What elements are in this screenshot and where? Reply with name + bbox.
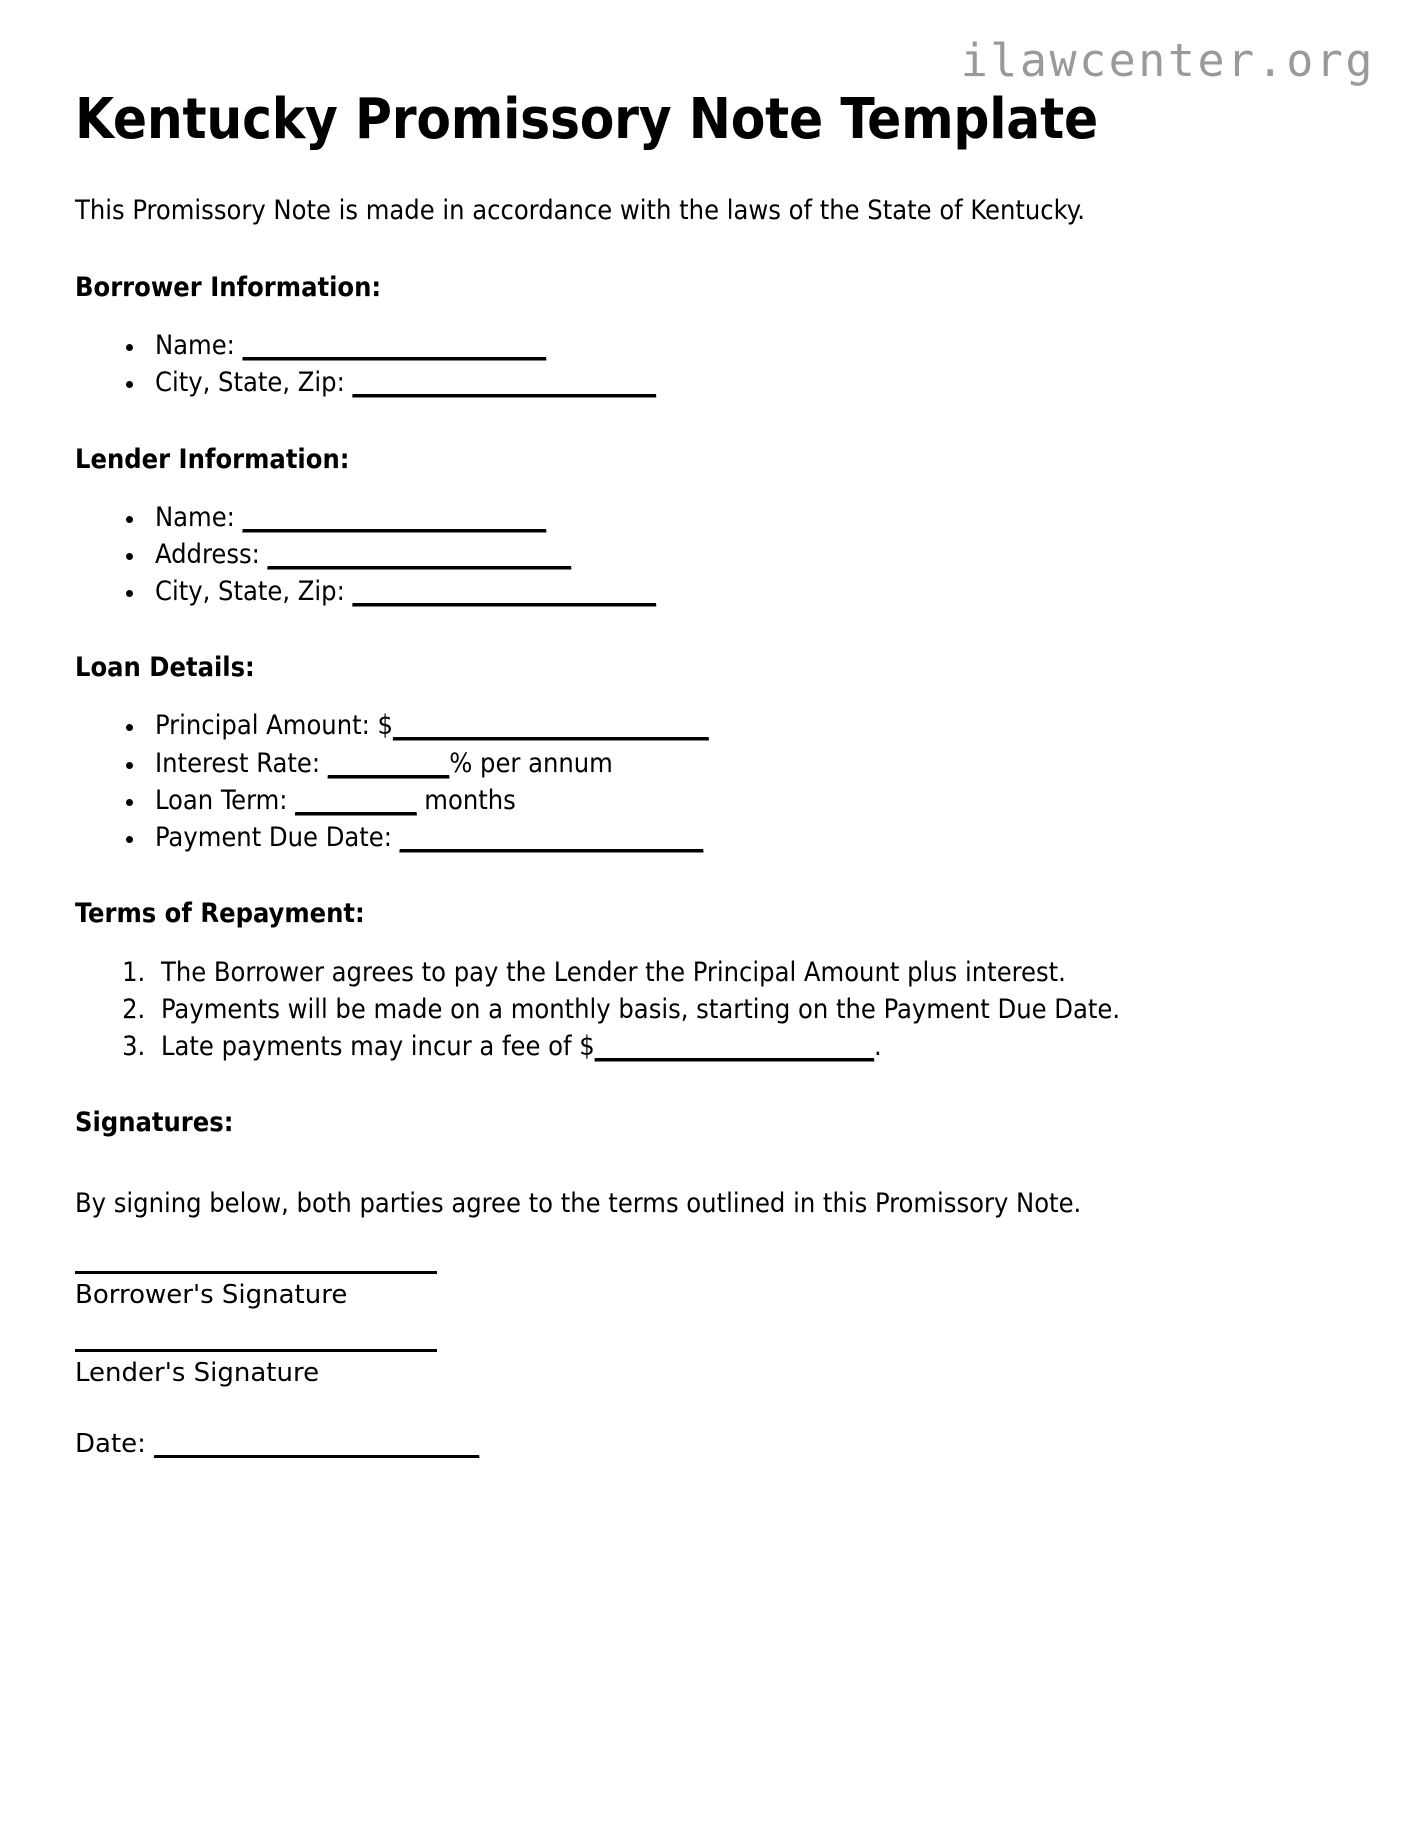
fill-in-blank[interactable]: __________________________: [392, 710, 709, 742]
field-label: Loan Term:: [155, 784, 296, 816]
date-field-row: [75, 1426, 1260, 1462]
spacer: [75, 1140, 1260, 1186]
spacer: [75, 477, 1260, 499]
list-item: [147, 573, 1260, 610]
signature-intro-paragraph: By signing below, both parties agree to the terms outlined in this Promissory Note.: [75, 1188, 1082, 1220]
site-watermark: ilawcenter.org: [960, 34, 1375, 87]
fill-in-blank[interactable]: _________________________: [242, 501, 547, 533]
section-heading-loan-details: Loan Details:: [75, 652, 255, 684]
spacer: [75, 1313, 1260, 1349]
list-item: [153, 954, 1260, 991]
loan-details-field-list: [75, 707, 1260, 856]
spacer: [75, 230, 1260, 270]
fill-in-blank[interactable]: __________: [295, 784, 417, 816]
spacer: [75, 932, 1260, 954]
fill-in-blank[interactable]: _______________________: [594, 1031, 874, 1063]
section-heading-lender: Lender Information:: [75, 443, 350, 475]
spacer: [75, 1223, 1260, 1271]
page-title: Kentucky Promissory Note Template: [75, 87, 1098, 152]
spacer: [75, 305, 1260, 327]
list-item: [147, 707, 1260, 744]
list-item: [147, 782, 1260, 819]
field-label: Interest Rate:: [155, 747, 328, 779]
spacer: [75, 685, 1260, 707]
list-item: [147, 327, 1260, 364]
fill-in-blank[interactable]: __________: [327, 747, 450, 779]
list-item: [147, 819, 1260, 856]
list-item: [153, 1028, 1260, 1065]
fill-in-blank[interactable]: _________________________: [399, 822, 704, 854]
fill-in-blank[interactable]: _________________________: [352, 367, 657, 399]
lender-signature-group: [75, 1349, 1260, 1391]
field-label: Payment Due Date:: [155, 822, 400, 854]
date-label: Date:: [75, 1428, 155, 1459]
spacer: [75, 1392, 1260, 1426]
list-item: [147, 499, 1260, 536]
section-heading-borrower: Borrower Information:: [75, 271, 382, 303]
field-suffix: months: [416, 784, 516, 816]
list-item: [147, 536, 1260, 573]
lender-field-list: [75, 499, 1260, 611]
list-item: [147, 745, 1260, 782]
terms-of-repayment-list: [75, 954, 1260, 1066]
section-heading-terms-of-repayment: Terms of Repayment:: [75, 898, 365, 930]
fill-in-blank[interactable]: _________________________: [352, 576, 657, 608]
borrower-signature-label: Borrower's Signature: [75, 1279, 348, 1310]
field-suffix: % per annum: [449, 747, 613, 779]
field-label: Name:: [155, 501, 243, 533]
spacer: [75, 402, 1260, 442]
field-label: Principal Amount: $: [155, 710, 393, 742]
term-suffix: .: [874, 1031, 882, 1063]
section-heading-signatures: Signatures:: [75, 1107, 234, 1139]
term-text: The Borrower agrees to pay the Lender the Principal Amount plus interest.: [161, 956, 1066, 988]
fill-in-blank[interactable]: _________________________: [267, 538, 572, 570]
fill-in-blank[interactable]: _________________________: [242, 330, 547, 361]
field-label: City, State, Zip:: [155, 367, 353, 399]
spacer: [75, 610, 1260, 650]
borrower-signature-group: [75, 1271, 1260, 1313]
spacer: [75, 856, 1260, 896]
list-item: [153, 991, 1260, 1028]
intro-paragraph: This Promissory Note is made in accordance with the laws of the State of Kentucky.: [75, 195, 1085, 227]
list-item: [147, 364, 1260, 401]
field-label: City, State, Zip:: [155, 576, 353, 608]
field-label: Name:: [155, 330, 243, 361]
lender-signature-label: Lender's Signature: [75, 1358, 320, 1389]
borrower-field-list: [75, 327, 1260, 402]
document-content: [75, 0, 1260, 1462]
field-label: Address:: [155, 538, 268, 570]
date-fill-in-blank[interactable]: _________________________: [154, 1428, 480, 1459]
term-text: Late payments may incur a fee of $: [161, 1031, 595, 1063]
term-text: Payments will be made on a monthly basis, starting on the Payment Due Date.: [161, 993, 1121, 1025]
spacer: [75, 1065, 1260, 1105]
